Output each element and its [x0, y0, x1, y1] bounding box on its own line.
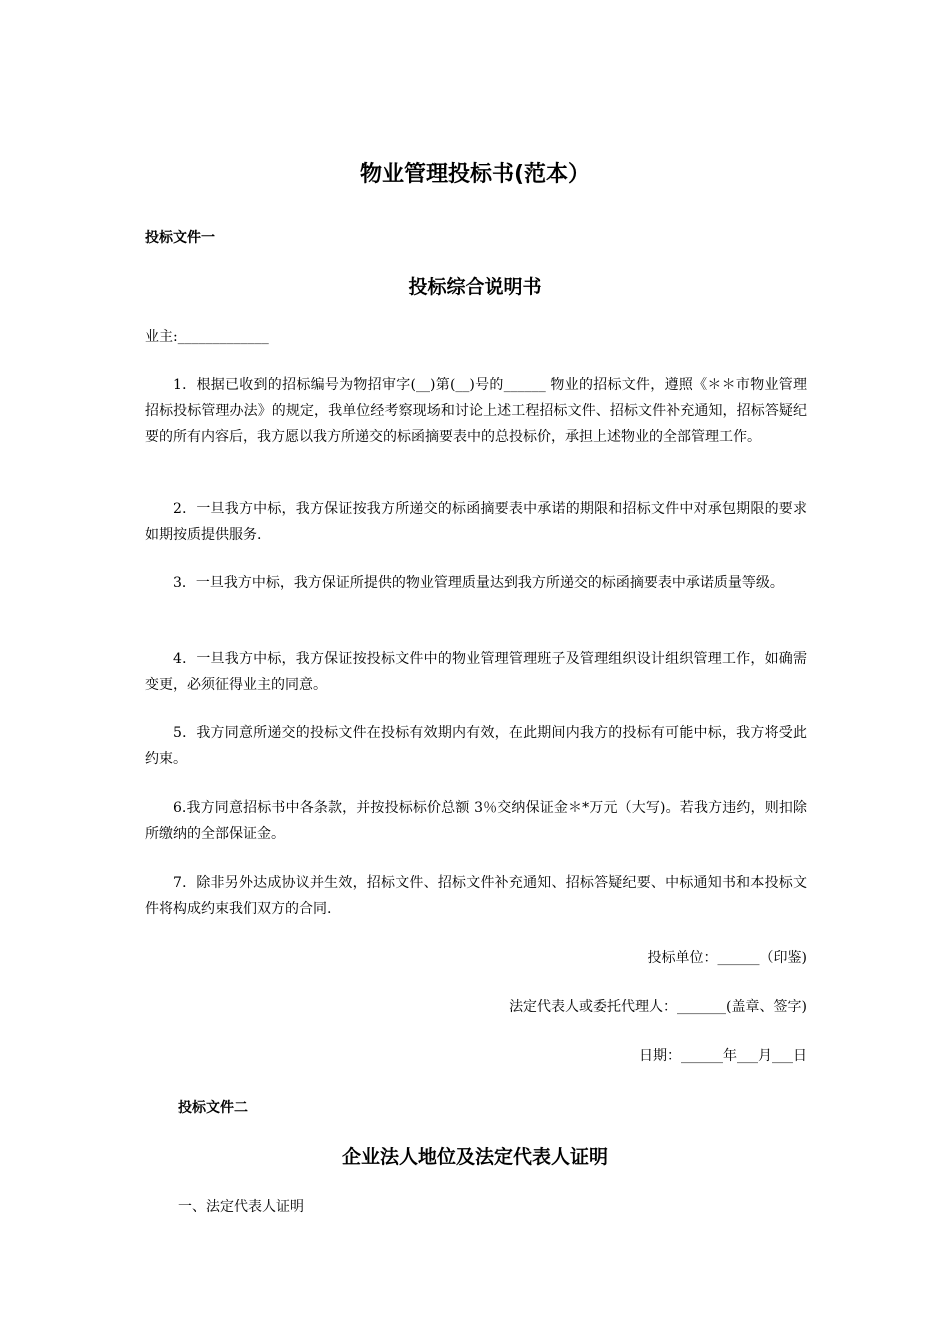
file2-label: 投标文件二: [178, 1100, 248, 1116]
file1-heading: 投标综合说明书: [408, 276, 542, 298]
paragraph-6: 6.我方同意招标书中各条款，并按投标标价总额 3％交纳保证金＊*万元（大写)。若我方违约，则扣除所缴纳的全部保证金。: [145, 800, 807, 842]
paragraph-4: 4．一旦我方中标，我方保证按投标文件中的物业管理管理班子及管理组织设计组织管理工作，如确需变更，必须征得业主的同意。: [145, 651, 807, 693]
legal-rep-certificate-item: 一、法定代表人证明: [178, 1199, 304, 1215]
file2-heading: 企业法人地位及法定代表人证明: [341, 1146, 608, 1168]
paragraph-5: 5．我方同意所递交的投标文件在投标有效期内有效，在此期间内我方的投标有可能中标，我方将受此约束。: [145, 725, 807, 767]
bidder-signature-line: 投标单位：______（印鉴): [647, 950, 807, 966]
representative-signature-line: 法定代表人或委托代理人：_______(盖章、签字): [509, 999, 807, 1015]
paragraph-7: 7．除非另外达成协议并生效，招标文件、招标文件补充通知、招标答疑纪要、中标通知书和本投标文件将构成约束我们双方的合同.: [145, 875, 807, 917]
file1-label: 投标文件一: [145, 230, 215, 246]
paragraph-1: 1．根据已收到的招标编号为物招审字(__)第(__)号的______ 物业的招标文件，遵照《＊＊市物业管理招标投标管理办法》的规定，我单位经考察现场和讨论上述工程招标文件、招标文件补充通知，招标答疑纪要的所有内容后，我方愿以我方所递交的标函摘要表中的总投标价，承担上述物业的全部管理工作。: [145, 377, 807, 445]
paragraph-2: 2．一旦我方中标，我方保证按我方所递交的标函摘要表中承诺的期限和招标文件中对承包期限的要求如期按质提供服务.: [145, 501, 807, 543]
document-title: 物业管理投标书(范本）: [359, 162, 591, 187]
date-line: 日期：______年___月___日: [639, 1048, 807, 1064]
owner-line: 业主:_____________: [145, 329, 269, 345]
paragraph-3: 3．一旦我方中标，我方保证所提供的物业管理质量达到我方所递交的标函摘要表中承诺质量等级。: [173, 575, 784, 591]
